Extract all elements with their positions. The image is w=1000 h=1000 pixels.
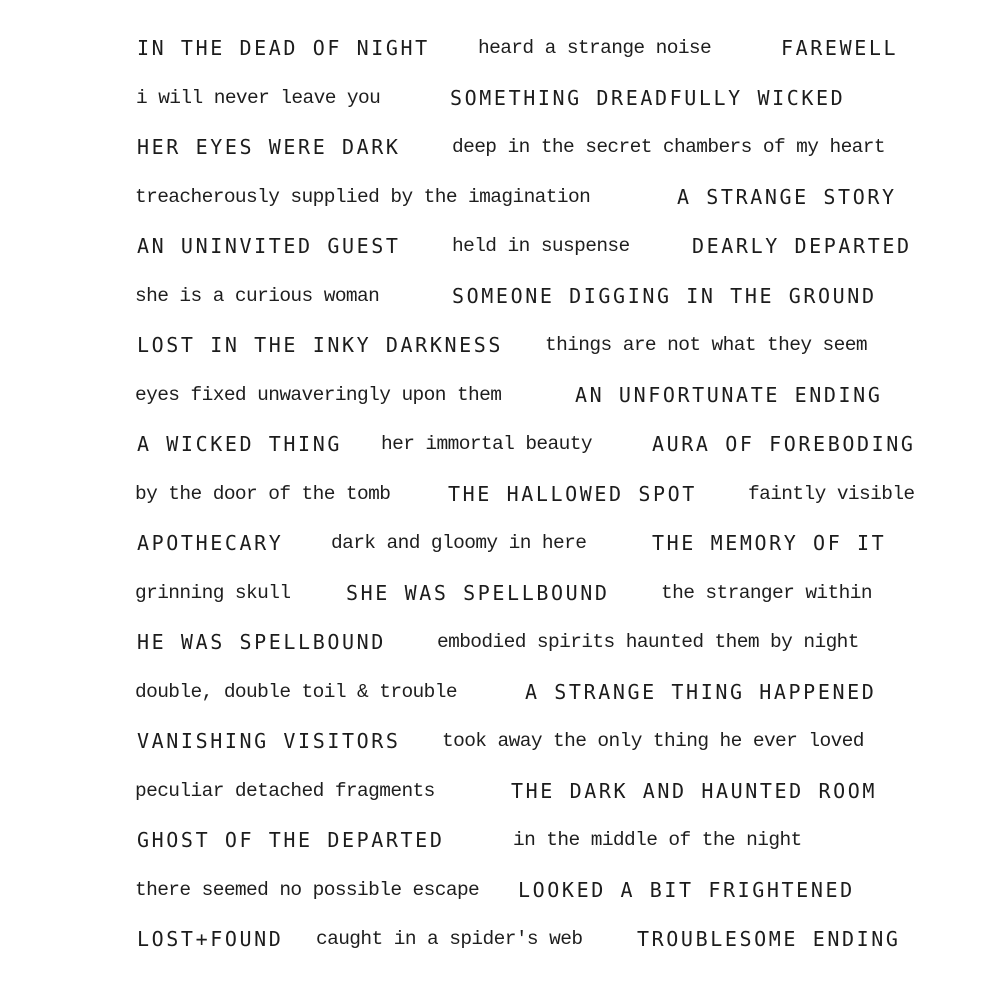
phrase-typewriter: she is a curious woman [135,285,380,307]
phrase-typewriter: by the door of the tomb [135,483,391,505]
phrase-caps: LOST+FOUND [137,927,284,951]
phrase-caps: HE WAS SPELLBOUND [137,630,386,654]
phrase-row [0,573,1000,613]
phrase-caps: A STRANGE STORY [677,185,897,209]
phrase-caps: HER EYES WERE DARK [137,135,401,159]
phrase-typewriter: double, double toil & trouble [135,681,457,703]
phrase-row [0,622,1000,662]
phrase-row [0,177,1000,217]
phrase-row [0,820,1000,860]
phrase-row [0,28,1000,68]
phrase-typewriter: in the middle of the night [513,829,802,851]
phrase-caps: LOST IN THE INKY DARKNESS [137,333,504,357]
phrase-typewriter: the stranger within [661,582,872,604]
phrase-caps: AURA OF FOREBODING [652,432,916,456]
phrase-typewriter: dark and gloomy in here [331,532,587,554]
phrase-row [0,226,1000,266]
phrase-typewriter: things are not what they seem [545,334,867,356]
phrase-row [0,771,1000,811]
phrase-row [0,78,1000,118]
phrase-caps: A WICKED THING [137,432,342,456]
phrase-caps: VANISHING VISITORS [137,729,401,753]
phrase-typewriter: grinning skull [135,582,291,604]
phrase-typewriter: treacherously supplied by the imagination [135,186,591,208]
phrase-typewriter: embodied spirits haunted them by night [437,631,859,653]
phrase-caps: AN UNINVITED GUEST [137,234,401,258]
phrase-caps: DEARLY DEPARTED [692,234,912,258]
phrase-caps: LOOKED A BIT FRIGHTENED [518,878,855,902]
phrase-row [0,325,1000,365]
phrase-row [0,870,1000,910]
phrase-row [0,672,1000,712]
phrase-row [0,721,1000,761]
phrase-caps: TROUBLESOME ENDING [637,927,901,951]
phrase-caps: APOTHECARY [137,531,284,555]
phrase-typewriter: faintly visible [748,483,915,505]
phrase-caps: THE MEMORY OF IT [652,531,887,555]
phrase-row [0,276,1000,316]
phrase-typewriter: held in suspense [452,235,630,257]
phrase-caps: THE DARK AND HAUNTED ROOM [511,779,878,803]
phrase-typewriter: eyes fixed unwaveringly upon them [135,384,502,406]
phrase-caps: IN THE DEAD OF NIGHT [137,36,430,60]
phrase-typewriter: heard a strange noise [478,37,712,59]
phrase-row [0,474,1000,514]
phrase-caps: THE HALLOWED SPOT [448,482,697,506]
phrase-typewriter: deep in the secret chambers of my heart [452,136,885,158]
phrase-typewriter: her immortal beauty [381,433,592,455]
phrase-caps: GHOST OF THE DEPARTED [137,828,445,852]
phrase-row [0,523,1000,563]
phrase-caps: SOMETHING DREADFULLY WICKED [450,86,846,110]
phrase-caps: FAREWELL [781,36,899,60]
phrase-caps: SOMEONE DIGGING IN THE GROUND [452,284,877,308]
phrase-caps: SHE WAS SPELLBOUND [346,581,610,605]
phrase-typewriter: peculiar detached fragments [135,780,435,802]
phrase-row [0,919,1000,959]
phrase-typewriter: caught in a spider's web [316,928,583,950]
phrase-row [0,375,1000,415]
phrase-row [0,127,1000,167]
phrase-typewriter: i will never leave you [136,87,381,109]
phrase-row [0,424,1000,464]
phrase-typewriter: took away the only thing he ever loved [442,730,864,752]
phrase-typewriter: there seemed no possible escape [135,879,480,901]
phrase-caps: A STRANGE THING HAPPENED [525,680,877,704]
phrase-caps: AN UNFORTUNATE ENDING [575,383,883,407]
